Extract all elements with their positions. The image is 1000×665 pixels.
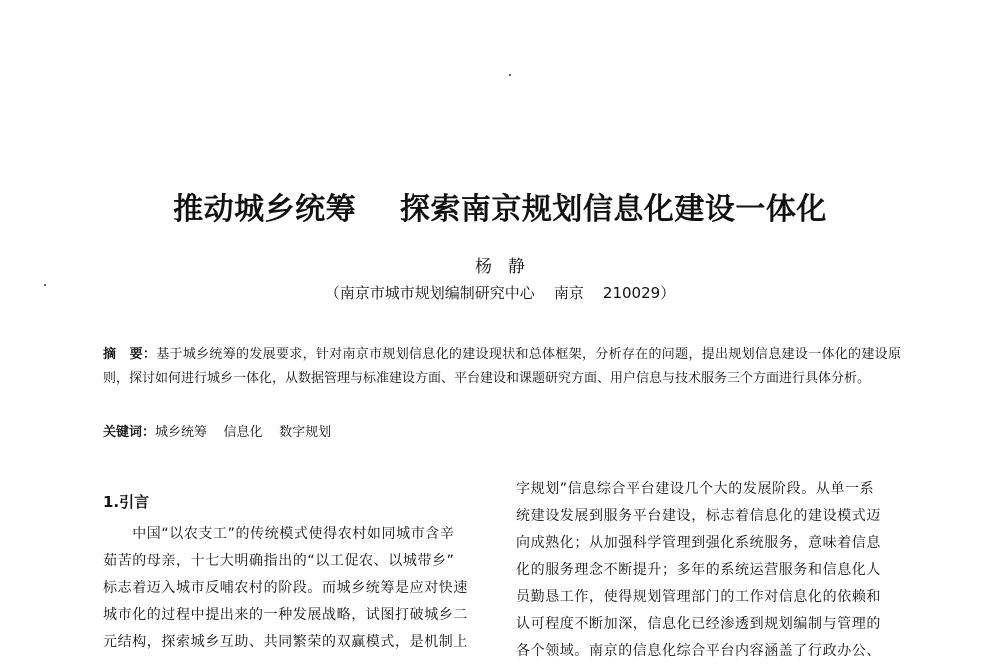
body-line: 字规划”信息综合平台建设几个大的发展阶段。从单一系	[516, 481, 875, 497]
keywords-label: 关键词：	[103, 425, 156, 440]
body-line: 茹苦的母亲，十七大明确指出的“以工促农、以城带乡”	[103, 553, 455, 569]
keywords	[103, 421, 901, 445]
body-line: 城市化的过程中提出来的一种发展战略，试图打破城乡二	[103, 607, 468, 623]
right-column	[516, 476, 902, 665]
abstract-label: 摘 要：	[103, 347, 157, 362]
body-line: 统建设发展到服务平台建设，标志着信息化的建设模式迈	[516, 508, 881, 524]
section-heading: 1.引言	[103, 493, 150, 511]
page-title: 推动城乡统筹 探索南京规划信息化建设一体化	[173, 192, 827, 227]
body-line: 向成熟化；从加强科学管理到强化系统服务，意味着信息	[516, 535, 881, 551]
body-line: 化的服务理念不断提升；多年的系统运营服务和信息化人	[516, 562, 881, 578]
left-column	[103, 521, 489, 656]
body-line: 认可程度不断加深，信息化已经渗透到规划编制与管理的	[516, 616, 881, 632]
body-line: 中国“以农支工”的传统模式使得农村如同城市含辛	[103, 526, 455, 542]
abstract-text: 基于城乡统筹的发展要求，针对南京市规划信息化的建设现状和总体框架，分析存在的问题，提出规划信息建设一体化的建设原则，探讨如何进行城乡一体化，从数据管理与标准建设方面、平台建设和课题研究方面、用户信息与技术服务三个方面进行具体分析。	[103, 347, 901, 386]
author-name: 杨静	[475, 257, 541, 277]
body-line: 标志着迈入城市反哺农村的阶段。而城乡统筹是应对快速	[103, 580, 468, 596]
abstract	[103, 343, 901, 391]
body-line: 元结构，探索城乡互助、共同繁荣的双赢模式，是机制上	[103, 634, 468, 650]
keywords-text: 城乡统筹 信息化 数字规划	[155, 425, 332, 440]
body-line: 各个领域。南京的信息化综合平台内容涵盖了行政办公、	[516, 643, 881, 659]
body-line: 员勤恳工作，使得规划管理部门的工作对信息化的依赖和	[516, 589, 881, 605]
scan-speck	[509, 74, 511, 76]
author-affiliation: （南京市城市规划编制研究中心 南京 210029）	[324, 284, 676, 302]
